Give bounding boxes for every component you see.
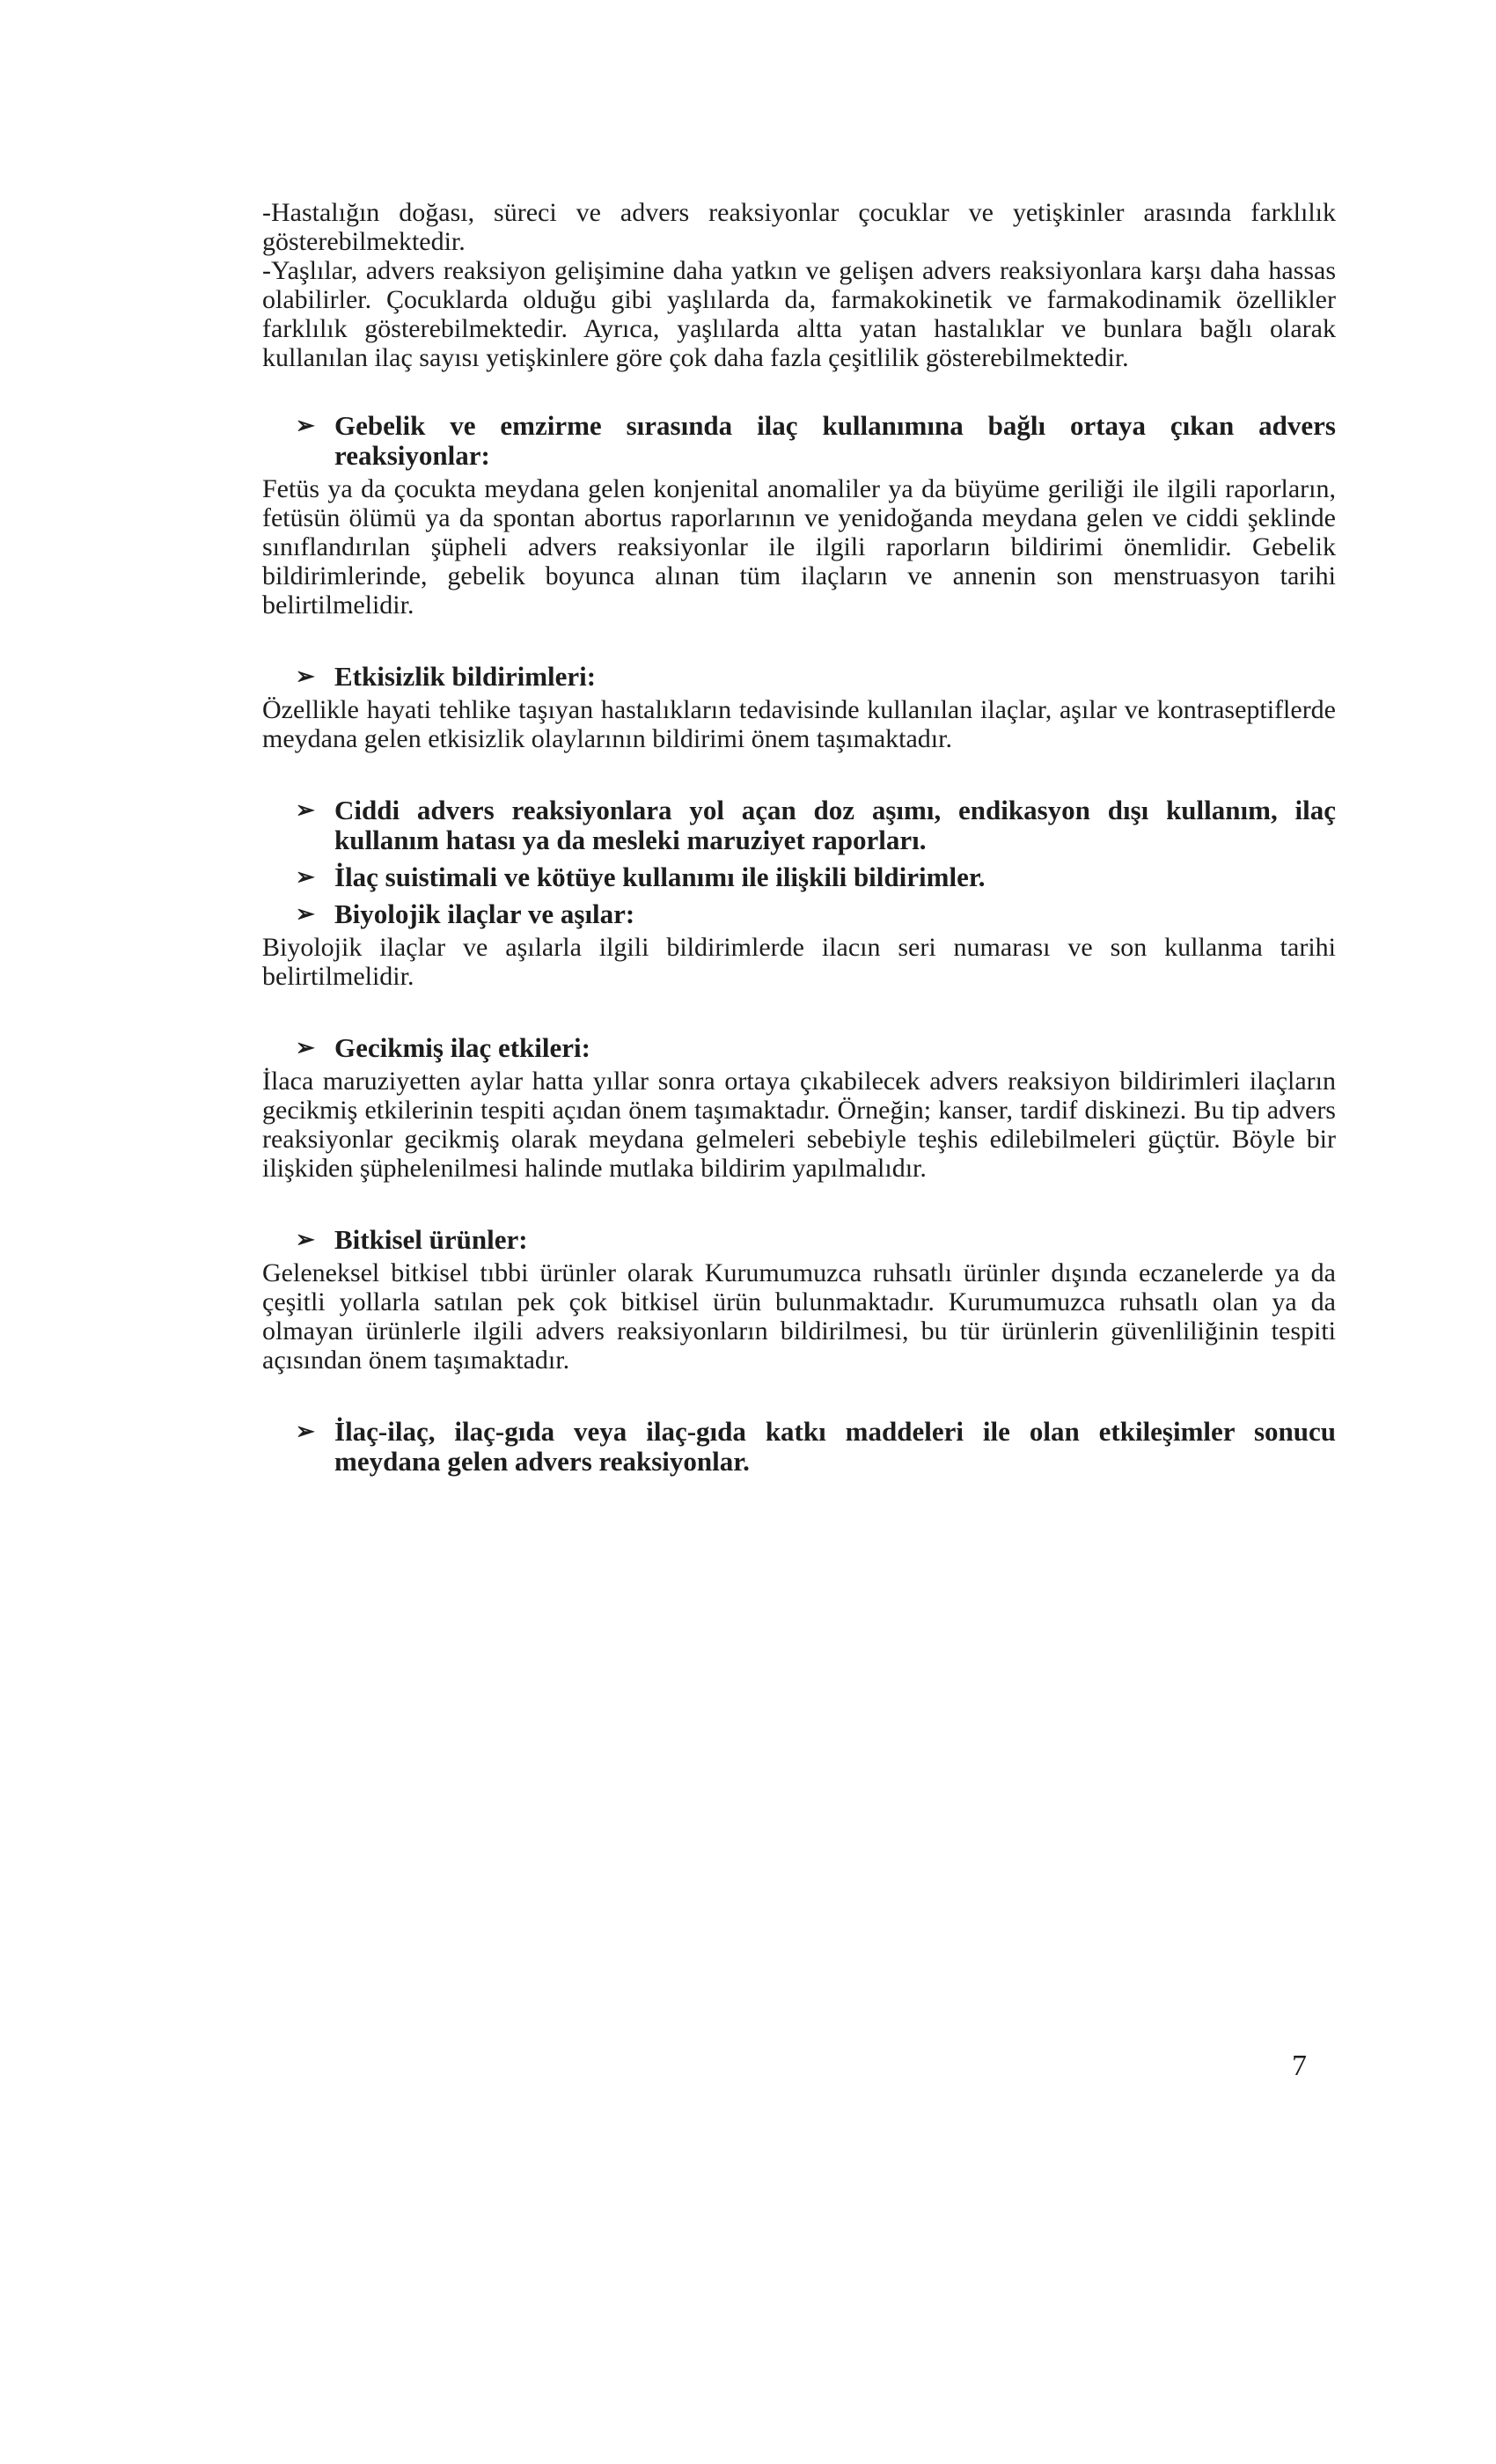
section-heading xyxy=(262,796,1336,855)
section-overdose xyxy=(262,796,1336,855)
section-body: Geleneksel bitkisel tıbbi ürünler olarak Kurumumuzca ruhsatlı ürünler dışında eczanelerde ya da çeşitli yollarla satılan pek çok bitkisel ürün bulunmaktadır. Kurumumuzca ruhsatlı olan ya da olmayan ürünlerle ilgili advers reaksiyonların bildirilmesi, bu tür ürünlerin güvenliliğinin tespiti açısından önem taşımaktadır. xyxy=(262,1258,1336,1375)
section-heading xyxy=(262,1033,1336,1063)
heading-text: Etkisizlik bildirimleri: xyxy=(334,661,597,692)
section-heading xyxy=(262,662,1336,692)
heading-text: Gebelik ve emzirme sırasında ilaç kullanımına bağlı ortaya çıkan advers reaksiyonlar: xyxy=(334,410,1336,471)
section-heading xyxy=(262,862,1336,892)
intro-paragraph-children: -Hastalığın doğası, süreci ve advers reaksiyonlar çocuklar ve yetişkinler arasında farklılık gösterebilmektedir. xyxy=(262,198,1336,256)
section-heading xyxy=(262,1417,1336,1477)
section-pregnancy xyxy=(262,411,1336,620)
arrow-bullet-icon: ➢ xyxy=(296,413,315,438)
arrow-bullet-icon: ➢ xyxy=(296,797,315,823)
arrow-bullet-icon: ➢ xyxy=(296,1035,315,1060)
section-interactions xyxy=(262,1417,1336,1477)
section-biologics xyxy=(262,899,1336,991)
arrow-bullet-icon: ➢ xyxy=(296,864,315,890)
heading-text: Biyolojik ilaçlar ve aşılar: xyxy=(334,898,635,929)
section-body: İlaca maruziyetten aylar hatta yıllar sonra ortaya çıkabilecek advers reaksiyon bildirimleri ilaçların gecikmiş etkilerinin tespiti açıdan önem taşımaktadır. Örneğin; kanser, tardif diskinezi. Bu tip advers reaksiyonlar gecikmiş olarak meydana gelmeleri sebebiyle teşhis edilebilmeleri güçtür. Böyle bir ilişkiden şüphelenilmesi halinde mutlaka bildirim yapılmalıdır. xyxy=(262,1067,1336,1183)
document-page xyxy=(262,198,1336,1519)
heading-text: Gecikmiş ilaç etkileri: xyxy=(334,1032,590,1063)
page-number: 7 xyxy=(1292,2050,1307,2082)
section-body: Biyolojik ilaçlar ve aşılarla ilgili bildirimlerde ilacın seri numarası ve son kullanma tarihi belirtilmelidir. xyxy=(262,933,1336,991)
heading-text: Bitkisel ürünler: xyxy=(334,1224,528,1255)
section-heading xyxy=(262,1225,1336,1255)
section-ineffectiveness xyxy=(262,662,1336,753)
arrow-bullet-icon: ➢ xyxy=(296,1227,315,1252)
section-abuse xyxy=(262,862,1336,892)
arrow-bullet-icon: ➢ xyxy=(296,1419,315,1444)
section-heading xyxy=(262,899,1336,929)
section-body: Özellikle hayati tehlike taşıyan hastalıkların tedavisinde kullanılan ilaçlar, aşılar ve kontraseptiflerde meydana gelen etkisizlik olaylarının bildirimi önem taşımaktadır. xyxy=(262,695,1336,753)
intro-paragraph-elderly: -Yaşlılar, advers reaksiyon gelişimine daha yatkın ve gelişen advers reaksiyonlara karşı daha hassas olabilirler. Çocuklarda olduğu gibi yaşlılarda da, farmakokinetik ve farmakodinamik özellikler farklılık gösterebilmektedir. Ayrıca, yaşlılarda altta yatan hastalıklar ve bunlara bağlı olarak kullanılan ilaç sayısı yetişkinlere göre çok daha fazla çeşitlilik gösterebilmektedir. xyxy=(262,256,1336,372)
section-delayed-effects xyxy=(262,1033,1336,1183)
arrow-bullet-icon: ➢ xyxy=(296,664,315,689)
section-heading xyxy=(262,411,1336,471)
heading-text: İlaç suistimali ve kötüye kullanımı ile ilişkili bildirimler. xyxy=(334,862,986,892)
arrow-bullet-icon: ➢ xyxy=(296,901,315,927)
heading-text: Ciddi advers reaksiyonlara yol açan doz aşımı, endikasyon dışı kullanım, ilaç kullanım hatası ya da mesleki maruziyet raporları. xyxy=(334,795,1336,855)
section-body: Fetüs ya da çocukta meydana gelen konjenital anomaliler ya da büyüme geriliği ile ilgili raporların, fetüsün ölümü ya da spontan abortus raporlarının ve yenidoğanda meydana gelen ve ciddi şeklinde sınıflandırılan şüpheli advers reaksiyonlar ile ilgili raporların bildirimi önemlidir. Gebelik bildirimlerinde, gebelik boyunca alınan tüm ilaçların ve annenin son menstruasyon tarihi belirtilmelidir. xyxy=(262,474,1336,620)
heading-text: İlaç-ilaç, ilaç-gıda veya ilaç-gıda katkı maddeleri ile olan etkileşimler sonucu meydana gelen advers reaksiyonlar. xyxy=(334,1416,1336,1477)
section-herbal-products xyxy=(262,1225,1336,1375)
